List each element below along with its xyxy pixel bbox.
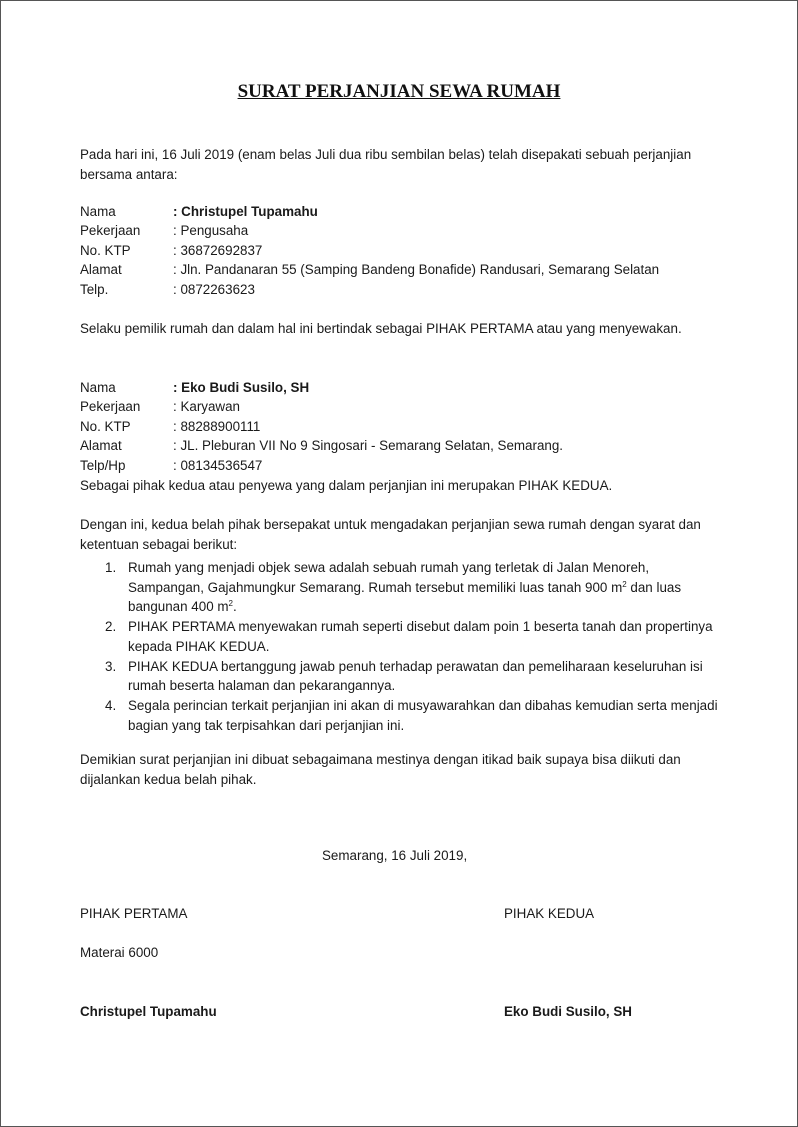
second-party-statement: Sebagai pihak kedua atau penyewa yang dalam perjanjian ini merupakan PIHAK KEDUA.	[80, 478, 613, 493]
first-party-statement: Selaku pemilik rumah dan dalam hal ini bertindak sebagai PIHAK PERTAMA atau yang menyewakan.	[80, 321, 682, 336]
terms-intro: Dengan ini, kedua belah pihak bersepakat untuk mengadakan perjanjian sewa rumah dengan syarat dan ketentuan sebagai berikut:	[80, 517, 701, 552]
list-item	[80, 558, 720, 617]
field-value: : 36872692837	[173, 243, 263, 258]
field-label: No. KTP	[80, 419, 131, 434]
term-text: Rumah yang menjadi objek sewa adalah sebuah rumah yang terletak di Jalan Menoreh, Sampangan, Gajahmungkur Semarang. Rumah tersebut memiliki luas tanah 900 m	[128, 560, 650, 595]
stamp-duty-note: Materai 6000	[80, 945, 159, 960]
list-item	[80, 696, 720, 735]
field-value: : 08134536547	[173, 458, 263, 473]
list-number: 1.	[105, 560, 117, 575]
intro-paragraph: Pada hari ini, 16 Juli 2019 (enam belas Juli dua ribu sembilan belas) telah disepakati sebuah perjanjian bersama antara:	[80, 147, 692, 182]
term-text: dan luas bangunan 400 m	[128, 579, 682, 615]
field-value: : Eko Budi Susilo, SH	[173, 380, 310, 395]
field-label: No. KTP	[80, 243, 131, 258]
second-party-phone-row	[80, 456, 262, 476]
field-value: : Karyawan	[173, 399, 240, 414]
list-item	[80, 617, 720, 656]
field-label: Nama	[80, 204, 116, 219]
term-text: PIHAK PERTAMA menyewakan rumah seperti disebut dalam poin 1 beserta tanah dan propertinya kepada PIHAK KEDUA.	[128, 619, 713, 654]
second-party-name-row	[80, 378, 309, 398]
second-party-address-row	[80, 436, 563, 456]
term-text: PIHAK KEDUA bertanggung jawab penuh terhadap perawatan dan pemeliharaan keseluruhan isi rumah beserta halaman dan pekarangannya.	[128, 658, 703, 694]
superscript: 2	[228, 599, 233, 609]
first-party-address-row	[80, 260, 659, 280]
first-party-ktp-row	[80, 241, 262, 261]
second-party-signature-label: PIHAK KEDUA	[504, 906, 595, 921]
second-party-signatory: Eko Budi Susilo, SH	[504, 1004, 632, 1019]
field-label: Alamat	[80, 438, 122, 453]
list-item	[80, 657, 720, 696]
document-title: SURAT PERJANJIAN SEWA RUMAH	[237, 81, 561, 102]
first-party-phone-row	[80, 280, 255, 300]
field-label: Telp/Hp	[80, 458, 126, 473]
field-label: Pekerjaan	[80, 399, 141, 414]
second-party-occupation-row	[80, 397, 240, 417]
field-value: : Christupel Tupamahu	[173, 204, 318, 219]
first-party-occupation-row	[80, 221, 248, 241]
field-value: : 88288900111	[173, 419, 261, 434]
field-label: Telp.	[80, 282, 109, 297]
field-value: : Pengusaha	[173, 223, 249, 238]
field-value: : 0872263623	[173, 282, 255, 297]
closing-paragraph: Demikian surat perjanjian ini dibuat sebagaimana mestinya dengan itikad baik supaya bisa diikuti dan dijalankan kedua belah pihak.	[80, 752, 681, 787]
first-party-signature-label: PIHAK PERTAMA	[80, 906, 188, 921]
place-date: Semarang, 16 Juli 2019,	[322, 848, 468, 863]
second-party-ktp-row	[80, 417, 260, 437]
first-party-name-row	[80, 202, 318, 222]
field-label: Pekerjaan	[80, 223, 141, 238]
field-value: : JL. Pleburan VII No 9 Singosari - Semarang Selatan, Semarang.	[173, 438, 564, 453]
first-party-signatory: Christupel Tupamahu	[80, 1004, 217, 1019]
terms-list	[80, 558, 720, 735]
term-text: .	[232, 599, 237, 615]
field-label: Alamat	[80, 262, 122, 277]
field-label: Nama	[80, 380, 116, 395]
field-value: : Jln. Pandanaran 55 (Samping Bandeng Bonafide) Randusari, Semarang Selatan	[173, 262, 660, 277]
list-number: 4.	[105, 697, 117, 713]
list-number: 2.	[105, 619, 117, 635]
term-text: Segala perincian terkait perjanjian ini akan di musyawarahkan dan dibahas kemudian serta menjadi bagian yang tak terpisahkan dari perjanjian ini.	[128, 697, 718, 733]
superscript: 2	[622, 579, 627, 589]
list-number: 3.	[105, 658, 117, 674]
